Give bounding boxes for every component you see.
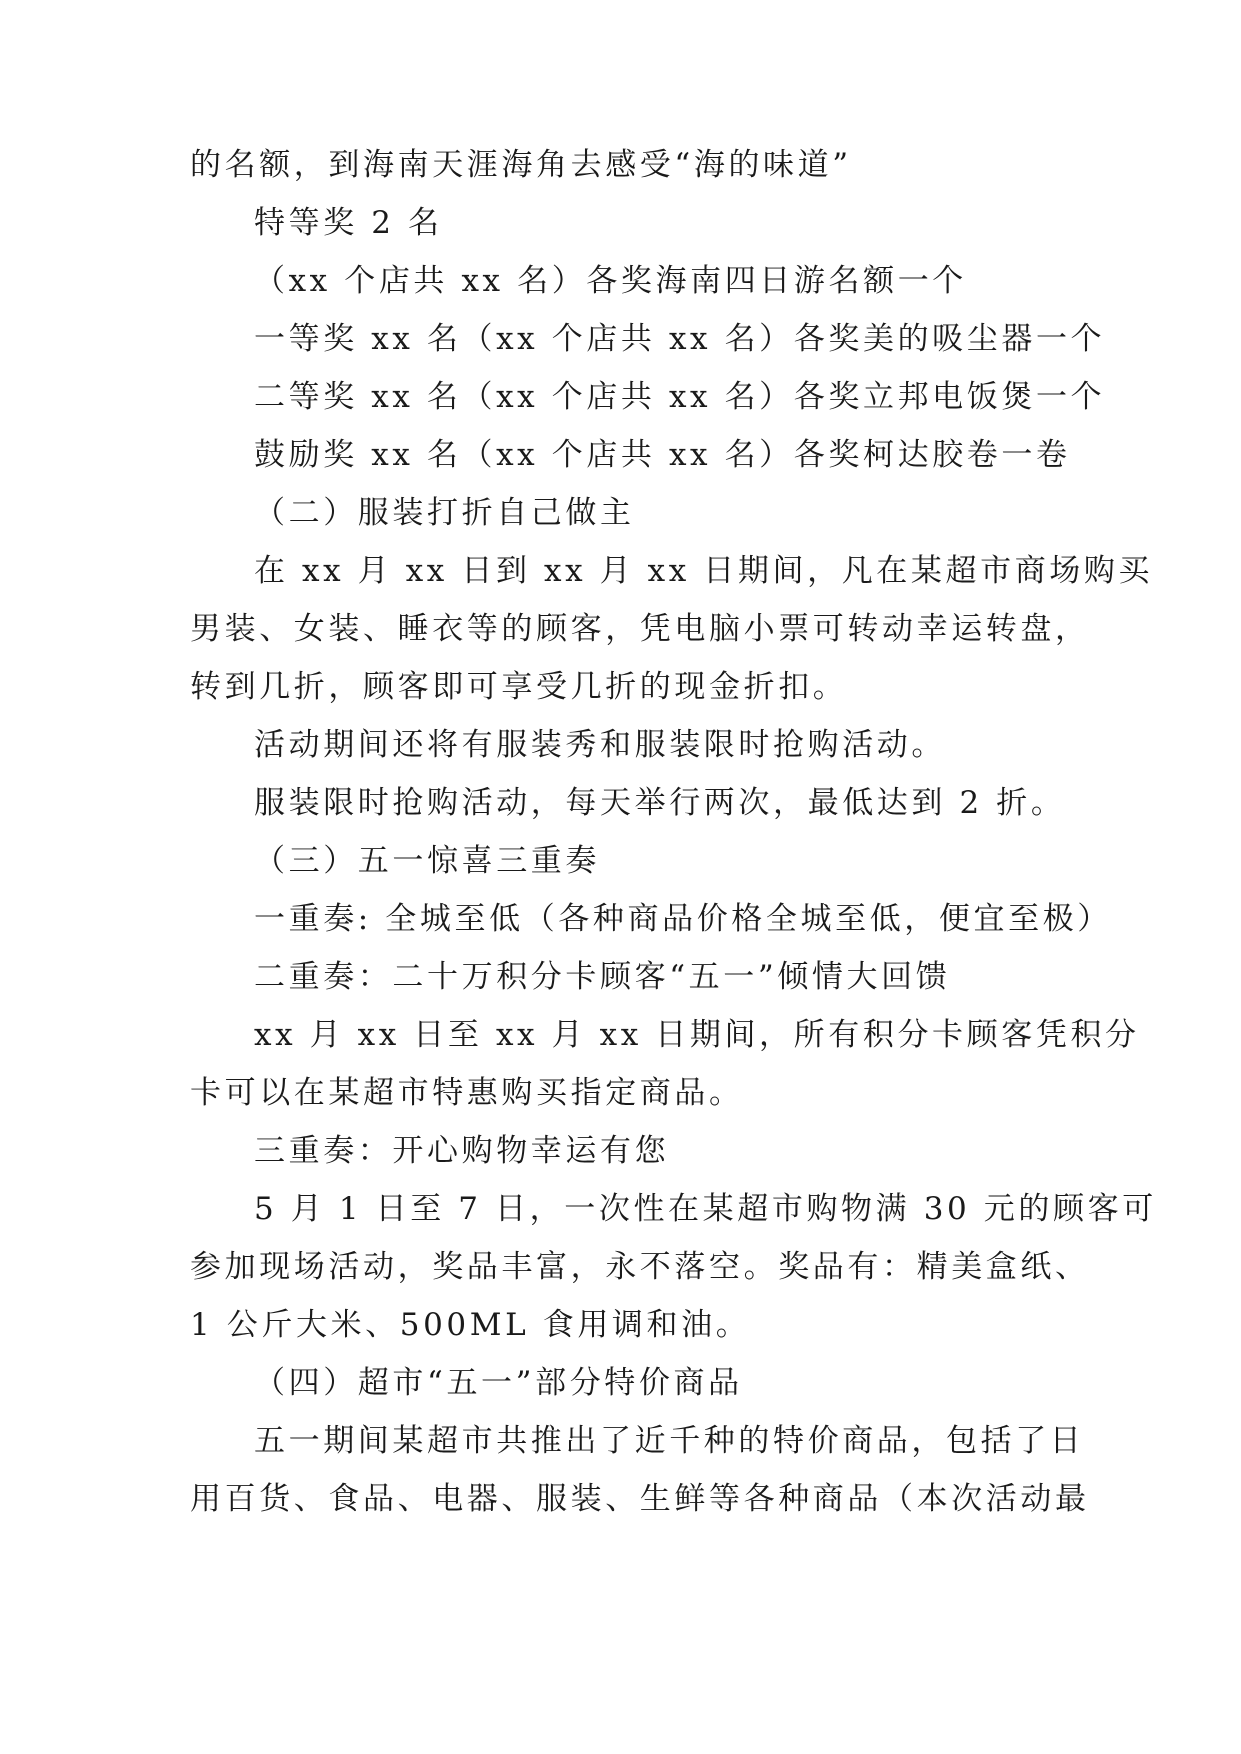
- section-heading-4: （四）超市“五一”部分特价商品: [254, 1365, 743, 1401]
- section-heading-3: （三）五一惊喜三重奏: [254, 843, 600, 879]
- paragraph-line: 五一期间某超市共推出了近千种的特价商品，包括了日: [254, 1423, 1085, 1459]
- paragraph-line: 参加现场活动，奖品丰富，永不落空。奖品有：精美盒纸、: [190, 1249, 1090, 1285]
- paragraph-line: xx 月 xx 日至 xx 月 xx 日期间，所有积分卡顾客凭积分: [254, 1017, 1140, 1053]
- paragraph-line: 活动期间还将有服装秀和服装限时抢购活动。: [254, 727, 946, 763]
- paragraph-line: 一重奏: 全城至低（各种商品价格全城至低，便宜至极）: [254, 901, 1112, 937]
- paragraph-line: 5 月 1 日至 7 日，一次性在某超市购物满 30 元的顾客可: [254, 1191, 1157, 1227]
- paragraph-line: 服装限时抢购活动，每天举行两次，最低达到 2 折。: [254, 785, 1066, 821]
- paragraph-line: 在 xx 月 xx 日到 xx 月 xx 日期间，凡在某超市商场购买: [254, 553, 1154, 589]
- section-heading-2: （二）服装打折自己做主: [254, 495, 635, 531]
- paragraph-line: 卡可以在某超市特惠购买指定商品。: [190, 1075, 744, 1111]
- paragraph-line: 1 公斤大米、500ML 食用调和油。: [190, 1307, 751, 1343]
- paragraph-line: 三重奏：开心购物幸运有您: [254, 1133, 670, 1169]
- paragraph-line: 转到几折，顾客即可享受几折的现金折扣。: [190, 669, 848, 705]
- prize-second: 二等奖 xx 名（xx 个店共 xx 名）各奖立邦电饭煲一个: [254, 379, 1106, 415]
- text-line-continuation: 的名额，到海南天涯海角去感受“海的味道”: [190, 147, 852, 183]
- paragraph-line: 二重奏：二十万积分卡顾客“五一”倾情大回馈: [254, 959, 951, 995]
- paragraph-line: 男装、女装、睡衣等的顾客，凭电脑小票可转动幸运转盘，: [190, 611, 1090, 647]
- prize-special-detail: （xx 个店共 xx 名）各奖海南四日游名额一个: [254, 263, 967, 299]
- prize-special: 特等奖 2 名: [254, 205, 443, 241]
- paragraph-line: 用百货、食品、电器、服装、生鲜等各种商品（本次活动最: [190, 1481, 1090, 1517]
- prize-encouragement: 鼓励奖 xx 名（xx 个店共 xx 名）各奖柯达胶卷一卷: [254, 437, 1071, 473]
- prize-first: 一等奖 xx 名（xx 个店共 xx 名）各奖美的吸尘器一个: [254, 321, 1106, 357]
